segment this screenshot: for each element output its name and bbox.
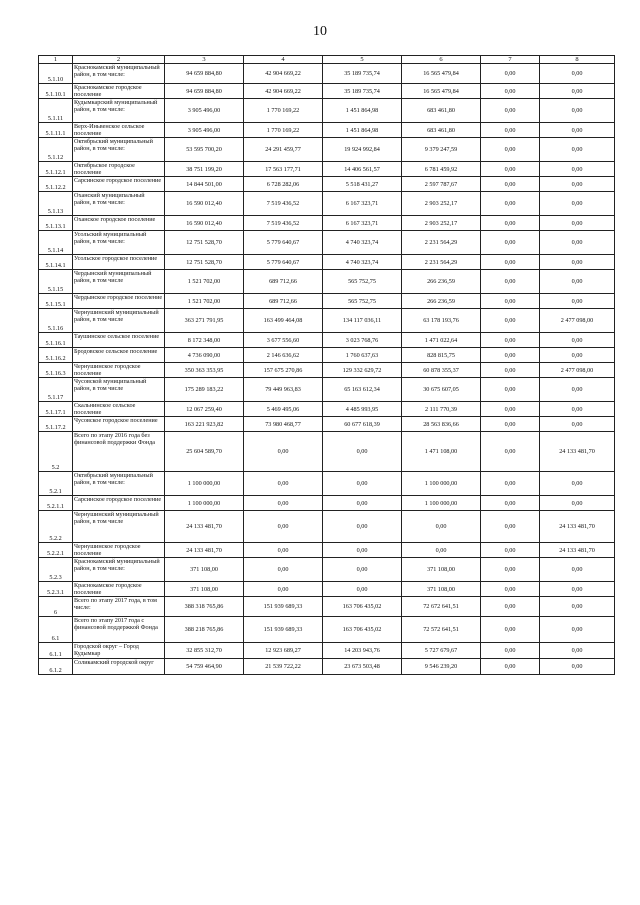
table-row bbox=[39, 177, 615, 192]
amount-cell-col6: 371 108,00 bbox=[402, 558, 481, 582]
row-code-cell: 6 bbox=[39, 597, 73, 617]
amount-cell-col7: 0,00 bbox=[481, 162, 540, 177]
amount-cell-col8: 0,00 bbox=[540, 582, 615, 597]
amount-cell-col5: 163 706 435,02 bbox=[323, 597, 402, 617]
row-name-cell: Октябрьский муниципальный район, в том числе: bbox=[73, 472, 165, 496]
row-name-cell: Чердынское городское поселение bbox=[73, 294, 165, 309]
amount-cell-col4: 42 904 669,22 bbox=[244, 64, 323, 84]
amount-cell-col8: 0,00 bbox=[540, 162, 615, 177]
amount-cell-col6: 16 565 479,84 bbox=[402, 64, 481, 84]
row-name-cell: Октябрьское городское поселение bbox=[73, 162, 165, 177]
amount-cell-col5: 65 163 612,34 bbox=[323, 378, 402, 402]
amount-cell-col4: 12 923 689,27 bbox=[244, 643, 323, 659]
row-code-cell: 5.2 bbox=[39, 432, 73, 472]
row-name-cell: Краснокамский муниципальный район, в том числе: bbox=[73, 64, 165, 84]
amount-cell-col6: 72 572 641,51 bbox=[402, 617, 481, 643]
amount-cell-col8: 0,00 bbox=[540, 294, 615, 309]
row-code-cell: 5.2.1 bbox=[39, 472, 73, 496]
row-name-cell: Оханское городское поселение bbox=[73, 216, 165, 231]
amount-cell-col7: 0,00 bbox=[481, 348, 540, 363]
amount-cell-col5: 1 451 864,98 bbox=[323, 123, 402, 138]
amount-cell-col7: 0,00 bbox=[481, 138, 540, 162]
amount-cell-col8: 0,00 bbox=[540, 417, 615, 432]
row-code-cell: 5.1.13 bbox=[39, 192, 73, 216]
row-name-cell: Чусовское городское поселение bbox=[73, 417, 165, 432]
row-code-cell: 5.2.2 bbox=[39, 511, 73, 543]
header-cell: 1 bbox=[39, 56, 73, 64]
table-row bbox=[39, 582, 615, 597]
amount-cell-col8: 0,00 bbox=[540, 348, 615, 363]
amount-cell-col6: 6 781 459,92 bbox=[402, 162, 481, 177]
row-code-cell: 6.1.1 bbox=[39, 643, 73, 659]
amount-cell-col5: 565 752,75 bbox=[323, 270, 402, 294]
amount-cell-col3: 38 751 199,20 bbox=[165, 162, 244, 177]
amount-cell-col7: 0,00 bbox=[481, 64, 540, 84]
amount-cell-col8: 2 477 098,00 bbox=[540, 363, 615, 378]
amount-cell-col8: 24 133 481,70 bbox=[540, 511, 615, 543]
amount-cell-col7: 0,00 bbox=[481, 123, 540, 138]
amount-cell-col5: 4 740 323,74 bbox=[323, 255, 402, 270]
amount-cell-col5: 129 332 629,72 bbox=[323, 363, 402, 378]
amount-cell-col4: 1 770 169,22 bbox=[244, 123, 323, 138]
amount-cell-col4: 689 712,66 bbox=[244, 294, 323, 309]
row-code-cell: 5.1.14.1 bbox=[39, 255, 73, 270]
amount-cell-col5: 0,00 bbox=[323, 432, 402, 472]
amount-cell-col7: 0,00 bbox=[481, 294, 540, 309]
amount-cell-col7: 0,00 bbox=[481, 333, 540, 348]
table-row bbox=[39, 123, 615, 138]
amount-cell-col3: 388 318 765,86 bbox=[165, 597, 244, 617]
row-code-cell: 5.1.12.1 bbox=[39, 162, 73, 177]
amount-cell-col4: 6 728 282,06 bbox=[244, 177, 323, 192]
amount-cell-col4: 5 779 640,67 bbox=[244, 231, 323, 255]
row-name-cell: Усольский муниципальный район, в том числе: bbox=[73, 231, 165, 255]
amount-cell-col8: 0,00 bbox=[540, 597, 615, 617]
header-cell: 2 bbox=[73, 56, 165, 64]
amount-cell-col8: 0,00 bbox=[540, 84, 615, 99]
amount-cell-col6: 16 565 479,84 bbox=[402, 84, 481, 99]
row-name-cell: Всего по этапу 2017 года, в том числе: bbox=[73, 597, 165, 617]
table-row bbox=[39, 511, 615, 543]
amount-cell-col3: 12 751 528,70 bbox=[165, 231, 244, 255]
amount-cell-col7: 0,00 bbox=[481, 597, 540, 617]
table-row bbox=[39, 333, 615, 348]
amount-cell-col4: 79 449 963,83 bbox=[244, 378, 323, 402]
amount-cell-col8: 0,00 bbox=[540, 99, 615, 123]
table-row bbox=[39, 231, 615, 255]
table-row bbox=[39, 309, 615, 333]
amount-cell-col3: 24 133 481,70 bbox=[165, 511, 244, 543]
row-name-cell: Чернушинский муниципальный район, в том числе bbox=[73, 511, 165, 543]
row-name-cell: Чусовской муниципальный район, в том числе bbox=[73, 378, 165, 402]
row-name-cell: Всего по этапу 2017 года с финансовой поддержкой Фонда bbox=[73, 617, 165, 643]
table-row bbox=[39, 496, 615, 511]
table-row bbox=[39, 255, 615, 270]
table-row bbox=[39, 432, 615, 472]
amount-cell-col7: 0,00 bbox=[481, 558, 540, 582]
amount-cell-col6: 266 236,59 bbox=[402, 270, 481, 294]
amount-cell-col6: 266 236,59 bbox=[402, 294, 481, 309]
amount-cell-col6: 2 903 252,17 bbox=[402, 216, 481, 231]
amount-cell-col5: 4 485 993,95 bbox=[323, 402, 402, 417]
amount-cell-col3: 3 905 496,00 bbox=[165, 99, 244, 123]
amount-cell-col8: 0,00 bbox=[540, 216, 615, 231]
amount-cell-col7: 0,00 bbox=[481, 511, 540, 543]
amount-cell-col6: 2 231 564,29 bbox=[402, 231, 481, 255]
amount-cell-col5: 0,00 bbox=[323, 582, 402, 597]
amount-cell-col6: 0,00 bbox=[402, 543, 481, 558]
amount-cell-col5: 0,00 bbox=[323, 472, 402, 496]
amount-cell-col4: 163 499 464,08 bbox=[244, 309, 323, 333]
header-cell: 4 bbox=[244, 56, 323, 64]
amount-cell-col5: 0,00 bbox=[323, 496, 402, 511]
amount-cell-col4: 689 712,66 bbox=[244, 270, 323, 294]
amount-cell-col5: 565 752,75 bbox=[323, 294, 402, 309]
header-cell: 6 bbox=[402, 56, 481, 64]
amount-cell-col5: 14 203 943,76 bbox=[323, 643, 402, 659]
row-name-cell: Всего по этапу 2016 года без финансовой поддержки Фонда bbox=[73, 432, 165, 472]
amount-cell-col3: 16 590 012,40 bbox=[165, 216, 244, 231]
amount-cell-col6: 72 672 641,51 bbox=[402, 597, 481, 617]
row-code-cell: 5.1.17 bbox=[39, 378, 73, 402]
row-code-cell: 5.1.16.3 bbox=[39, 363, 73, 378]
row-name-cell: Соликамский городской округ bbox=[73, 659, 165, 675]
row-code-cell: 5.1.15.1 bbox=[39, 294, 73, 309]
row-name-cell: Сарсинское городское поселение bbox=[73, 177, 165, 192]
amount-cell-col3: 94 659 884,80 bbox=[165, 64, 244, 84]
amount-cell-col4: 24 291 459,77 bbox=[244, 138, 323, 162]
row-name-cell: Кудымкарский муниципальный район, в том числе: bbox=[73, 99, 165, 123]
row-code-cell: 5.1.17.2 bbox=[39, 417, 73, 432]
row-name-cell: Бродовское сельское поселение bbox=[73, 348, 165, 363]
amount-cell-col5: 60 677 618,39 bbox=[323, 417, 402, 432]
row-name-cell: Усольское городское поселение bbox=[73, 255, 165, 270]
amount-cell-col3: 14 844 501,00 bbox=[165, 177, 244, 192]
amount-cell-col3: 371 108,00 bbox=[165, 582, 244, 597]
row-name-cell: Чернушинское городское поселение bbox=[73, 543, 165, 558]
table-row bbox=[39, 64, 615, 84]
table-row bbox=[39, 472, 615, 496]
amount-cell-col7: 0,00 bbox=[481, 192, 540, 216]
amount-cell-col8: 0,00 bbox=[540, 472, 615, 496]
amount-cell-col7: 0,00 bbox=[481, 255, 540, 270]
amount-cell-col3: 54 759 464,90 bbox=[165, 659, 244, 675]
table-row bbox=[39, 99, 615, 123]
amount-cell-col6: 60 878 355,37 bbox=[402, 363, 481, 378]
row-name-cell: Сарсинское городское поселение bbox=[73, 496, 165, 511]
amount-cell-col3: 53 595 700,20 bbox=[165, 138, 244, 162]
row-name-cell: Чердынский муниципальный район, в том числе bbox=[73, 270, 165, 294]
amount-cell-col5: 6 167 323,71 bbox=[323, 192, 402, 216]
amount-cell-col6: 2 231 564,29 bbox=[402, 255, 481, 270]
amount-cell-col4: 0,00 bbox=[244, 432, 323, 472]
amount-cell-col3: 4 736 090,00 bbox=[165, 348, 244, 363]
amount-cell-col6: 1 471 022,64 bbox=[402, 333, 481, 348]
amount-cell-col4: 157 675 270,86 bbox=[244, 363, 323, 378]
row-name-cell: Верх-Иньвенское сельское поселение bbox=[73, 123, 165, 138]
amount-cell-col3: 25 604 589,70 bbox=[165, 432, 244, 472]
row-code-cell: 5.1.14 bbox=[39, 231, 73, 255]
amount-cell-col7: 0,00 bbox=[481, 216, 540, 231]
amount-cell-col4: 73 980 468,77 bbox=[244, 417, 323, 432]
amount-cell-col3: 3 905 496,00 bbox=[165, 123, 244, 138]
amount-cell-col4: 21 539 722,22 bbox=[244, 659, 323, 675]
row-name-cell: Октябрьский муниципальный район, в том числе: bbox=[73, 138, 165, 162]
amount-cell-col4: 151 939 689,33 bbox=[244, 597, 323, 617]
table-row bbox=[39, 216, 615, 231]
amount-cell-col3: 350 363 353,95 bbox=[165, 363, 244, 378]
row-name-cell: Краснокамский муниципальный район, в том числе: bbox=[73, 558, 165, 582]
header-cell: 3 bbox=[165, 56, 244, 64]
row-code-cell: 5.2.1.1 bbox=[39, 496, 73, 511]
amount-cell-col6: 9 546 239,20 bbox=[402, 659, 481, 675]
table-row bbox=[39, 162, 615, 177]
amount-cell-col3: 16 590 012,40 bbox=[165, 192, 244, 216]
amount-cell-col5: 6 167 323,71 bbox=[323, 216, 402, 231]
amount-cell-col8: 0,00 bbox=[540, 138, 615, 162]
amount-cell-col8: 0,00 bbox=[540, 378, 615, 402]
row-code-cell: 5.1.16.2 bbox=[39, 348, 73, 363]
amount-cell-col4: 5 779 640,67 bbox=[244, 255, 323, 270]
amount-cell-col8: 0,00 bbox=[540, 123, 615, 138]
amount-cell-col7: 0,00 bbox=[481, 582, 540, 597]
table-row bbox=[39, 659, 615, 675]
amount-cell-col8: 2 477 098,00 bbox=[540, 309, 615, 333]
amount-cell-col6: 9 379 247,59 bbox=[402, 138, 481, 162]
amount-cell-col8: 0,00 bbox=[540, 617, 615, 643]
amount-cell-col8: 0,00 bbox=[540, 643, 615, 659]
amount-cell-col4: 0,00 bbox=[244, 582, 323, 597]
amount-cell-col7: 0,00 bbox=[481, 177, 540, 192]
amount-cell-col6: 0,00 bbox=[402, 511, 481, 543]
page-number: 10 bbox=[313, 24, 327, 39]
amount-cell-col6: 683 461,80 bbox=[402, 123, 481, 138]
table-row bbox=[39, 348, 615, 363]
amount-cell-col4: 0,00 bbox=[244, 472, 323, 496]
amount-cell-col4: 151 939 689,33 bbox=[244, 617, 323, 643]
row-name-cell: Таушинское сельское поселение bbox=[73, 333, 165, 348]
amount-cell-col5: 0,00 bbox=[323, 558, 402, 582]
row-name-cell: Чернушинский муниципальный район, в том числе bbox=[73, 309, 165, 333]
amount-cell-col7: 0,00 bbox=[481, 84, 540, 99]
table-row bbox=[39, 192, 615, 216]
row-code-cell: 5.1.15 bbox=[39, 270, 73, 294]
row-name-cell: Чернушинское городское поселение bbox=[73, 363, 165, 378]
amount-cell-col3: 163 221 923,82 bbox=[165, 417, 244, 432]
amount-cell-col4: 7 519 436,52 bbox=[244, 216, 323, 231]
amount-cell-col7: 0,00 bbox=[481, 472, 540, 496]
amount-cell-col8: 0,00 bbox=[540, 177, 615, 192]
row-code-cell: 5.1.11.1 bbox=[39, 123, 73, 138]
amount-cell-col3: 12 751 528,70 bbox=[165, 255, 244, 270]
amount-cell-col5: 1 451 864,98 bbox=[323, 99, 402, 123]
amount-cell-col3: 12 067 259,40 bbox=[165, 402, 244, 417]
amount-cell-col3: 94 659 884,80 bbox=[165, 84, 244, 99]
row-name-cell: Скальнинское сельское поселение bbox=[73, 402, 165, 417]
amount-cell-col4: 0,00 bbox=[244, 558, 323, 582]
row-name-cell: Оханский муниципальный район, в том числе: bbox=[73, 192, 165, 216]
row-code-cell: 5.1.16 bbox=[39, 309, 73, 333]
table-row bbox=[39, 543, 615, 558]
table-row bbox=[39, 138, 615, 162]
amount-cell-col5: 23 673 503,48 bbox=[323, 659, 402, 675]
amount-cell-col5: 3 023 768,76 bbox=[323, 333, 402, 348]
amount-cell-col8: 0,00 bbox=[540, 231, 615, 255]
amount-cell-col8: 0,00 bbox=[540, 402, 615, 417]
amount-cell-col3: 363 271 791,95 bbox=[165, 309, 244, 333]
amount-cell-col6: 2 903 252,17 bbox=[402, 192, 481, 216]
row-code-cell: 5.1.10 bbox=[39, 64, 73, 84]
amount-cell-col7: 0,00 bbox=[481, 99, 540, 123]
amount-cell-col5: 35 189 735,74 bbox=[323, 84, 402, 99]
amount-cell-col7: 0,00 bbox=[481, 309, 540, 333]
amount-cell-col3: 388 218 765,86 bbox=[165, 617, 244, 643]
amount-cell-col4: 3 677 556,60 bbox=[244, 333, 323, 348]
budget-table bbox=[38, 55, 615, 675]
row-code-cell: 6.1 bbox=[39, 617, 73, 643]
row-name-cell: Краснокамское городское поселение bbox=[73, 582, 165, 597]
table-row bbox=[39, 617, 615, 643]
amount-cell-col5: 5 518 431,27 bbox=[323, 177, 402, 192]
table-row bbox=[39, 378, 615, 402]
amount-cell-col8: 0,00 bbox=[540, 255, 615, 270]
amount-cell-col7: 0,00 bbox=[481, 643, 540, 659]
amount-cell-col5: 35 189 735,74 bbox=[323, 64, 402, 84]
amount-cell-col4: 2 146 636,62 bbox=[244, 348, 323, 363]
table-row bbox=[39, 363, 615, 378]
amount-cell-col6: 5 727 679,67 bbox=[402, 643, 481, 659]
table-header-row bbox=[39, 56, 615, 64]
amount-cell-col3: 24 133 481,70 bbox=[165, 543, 244, 558]
amount-cell-col5: 1 760 637,63 bbox=[323, 348, 402, 363]
amount-cell-col3: 1 521 702,00 bbox=[165, 270, 244, 294]
amount-cell-col7: 0,00 bbox=[481, 496, 540, 511]
amount-cell-col7: 0,00 bbox=[481, 432, 540, 472]
amount-cell-col5: 163 706 435,02 bbox=[323, 617, 402, 643]
amount-cell-col7: 0,00 bbox=[481, 417, 540, 432]
header-cell: 5 bbox=[323, 56, 402, 64]
amount-cell-col8: 0,00 bbox=[540, 192, 615, 216]
table-row bbox=[39, 417, 615, 432]
amount-cell-col6: 1 471 108,00 bbox=[402, 432, 481, 472]
amount-cell-col8: 0,00 bbox=[540, 270, 615, 294]
amount-cell-col8: 0,00 bbox=[540, 333, 615, 348]
amount-cell-col5: 134 117 036,11 bbox=[323, 309, 402, 333]
row-code-cell: 5.1.17.1 bbox=[39, 402, 73, 417]
row-code-cell: 5.1.13.1 bbox=[39, 216, 73, 231]
row-code-cell: 5.2.3 bbox=[39, 558, 73, 582]
header-cell: 8 bbox=[540, 56, 615, 64]
table-row bbox=[39, 402, 615, 417]
amount-cell-col7: 0,00 bbox=[481, 378, 540, 402]
amount-cell-col8: 0,00 bbox=[540, 64, 615, 84]
amount-cell-col5: 14 406 561,57 bbox=[323, 162, 402, 177]
amount-cell-col6: 2 111 770,39 bbox=[402, 402, 481, 417]
row-code-cell: 5.1.11 bbox=[39, 99, 73, 123]
table-row bbox=[39, 270, 615, 294]
amount-cell-col5: 0,00 bbox=[323, 511, 402, 543]
amount-cell-col5: 19 924 992,84 bbox=[323, 138, 402, 162]
header-cell: 7 bbox=[481, 56, 540, 64]
amount-cell-col8: 0,00 bbox=[540, 496, 615, 511]
row-code-cell: 5.1.12.2 bbox=[39, 177, 73, 192]
row-name-cell: Городской округ – Город Кудымкар bbox=[73, 643, 165, 659]
amount-cell-col4: 17 563 177,71 bbox=[244, 162, 323, 177]
amount-cell-col6: 30 675 607,05 bbox=[402, 378, 481, 402]
row-code-cell: 6.1.2 bbox=[39, 659, 73, 675]
amount-cell-col7: 0,00 bbox=[481, 543, 540, 558]
amount-cell-col4: 7 519 436,52 bbox=[244, 192, 323, 216]
amount-cell-col3: 1 100 000,00 bbox=[165, 496, 244, 511]
amount-cell-col8: 0,00 bbox=[540, 558, 615, 582]
row-name-cell: Краснокамское городское поселение bbox=[73, 84, 165, 99]
amount-cell-col6: 828 815,75 bbox=[402, 348, 481, 363]
amount-cell-col7: 0,00 bbox=[481, 363, 540, 378]
row-code-cell: 5.1.12 bbox=[39, 138, 73, 162]
amount-cell-col6: 2 597 787,67 bbox=[402, 177, 481, 192]
amount-cell-col8: 0,00 bbox=[540, 659, 615, 675]
table-row bbox=[39, 294, 615, 309]
amount-cell-col5: 0,00 bbox=[323, 543, 402, 558]
amount-cell-col6: 28 563 836,66 bbox=[402, 417, 481, 432]
amount-cell-col8: 24 133 481,70 bbox=[540, 432, 615, 472]
amount-cell-col3: 32 855 312,70 bbox=[165, 643, 244, 659]
amount-cell-col3: 1 521 702,00 bbox=[165, 294, 244, 309]
amount-cell-col6: 683 461,80 bbox=[402, 99, 481, 123]
amount-cell-col3: 175 289 183,22 bbox=[165, 378, 244, 402]
amount-cell-col3: 8 172 348,00 bbox=[165, 333, 244, 348]
amount-cell-col7: 0,00 bbox=[481, 659, 540, 675]
table-row bbox=[39, 558, 615, 582]
row-code-cell: 5.1.16.1 bbox=[39, 333, 73, 348]
amount-cell-col5: 4 740 323,74 bbox=[323, 231, 402, 255]
table-row bbox=[39, 597, 615, 617]
amount-cell-col4: 0,00 bbox=[244, 543, 323, 558]
row-code-cell: 5.1.10.1 bbox=[39, 84, 73, 99]
table-row bbox=[39, 84, 615, 99]
amount-cell-col6: 63 178 193,76 bbox=[402, 309, 481, 333]
amount-cell-col4: 1 770 169,22 bbox=[244, 99, 323, 123]
amount-cell-col6: 1 100 000,00 bbox=[402, 472, 481, 496]
amount-cell-col7: 0,00 bbox=[481, 270, 540, 294]
row-code-cell: 5.2.3.1 bbox=[39, 582, 73, 597]
amount-cell-col6: 371 108,00 bbox=[402, 582, 481, 597]
amount-cell-col7: 0,00 bbox=[481, 231, 540, 255]
amount-cell-col7: 0,00 bbox=[481, 617, 540, 643]
amount-cell-col3: 1 100 000,00 bbox=[165, 472, 244, 496]
amount-cell-col4: 5 469 495,06 bbox=[244, 402, 323, 417]
amount-cell-col4: 0,00 bbox=[244, 511, 323, 543]
amount-cell-col3: 371 108,00 bbox=[165, 558, 244, 582]
amount-cell-col4: 0,00 bbox=[244, 496, 323, 511]
row-code-cell: 5.2.2.1 bbox=[39, 543, 73, 558]
amount-cell-col8: 24 133 481,70 bbox=[540, 543, 615, 558]
table-row bbox=[39, 643, 615, 659]
amount-cell-col7: 0,00 bbox=[481, 402, 540, 417]
amount-cell-col6: 1 100 000,00 bbox=[402, 496, 481, 511]
amount-cell-col4: 42 904 669,22 bbox=[244, 84, 323, 99]
